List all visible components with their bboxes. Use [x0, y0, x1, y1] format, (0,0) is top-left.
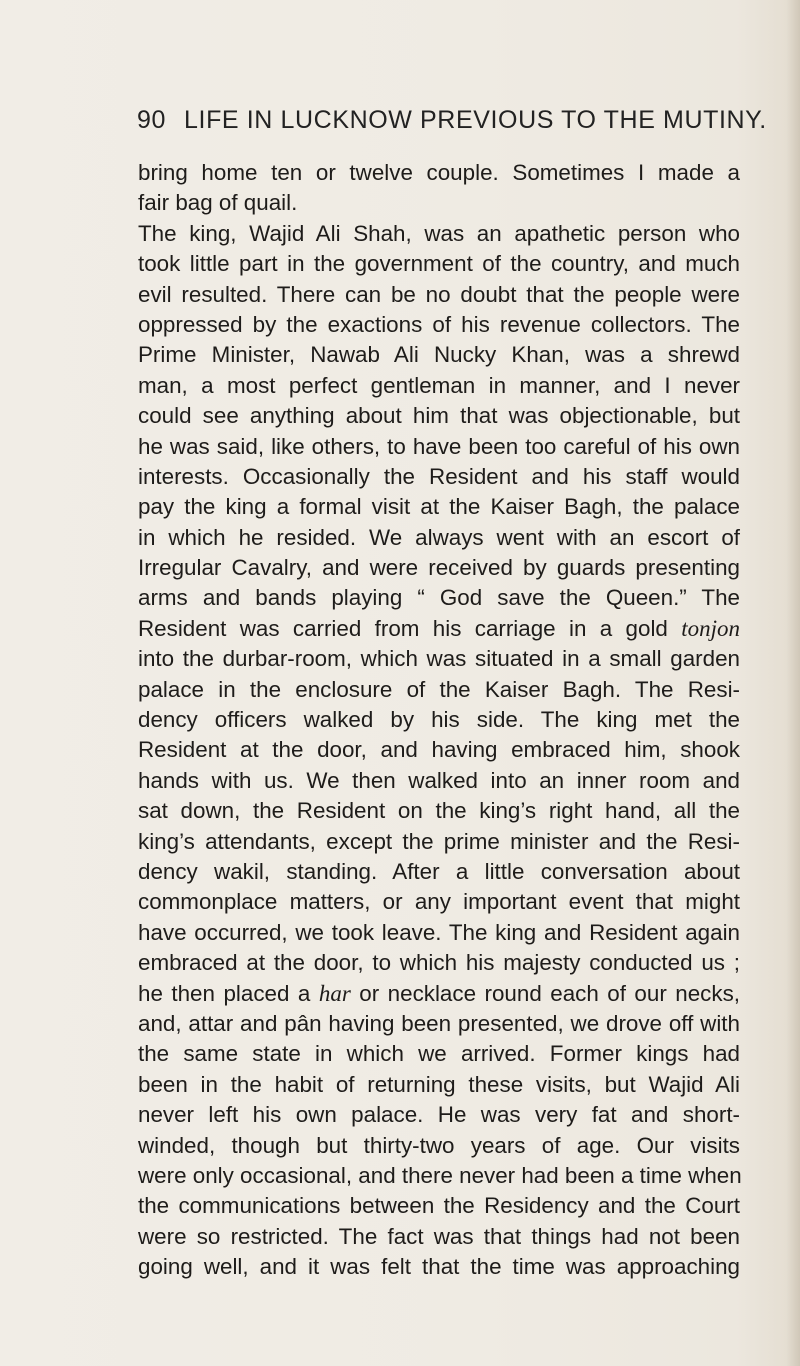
text-run: The king, Wajid Ali Shah, was an apathetic person who: [138, 220, 740, 246]
text-run: he then placed a: [138, 980, 319, 1006]
text-line: [138, 188, 740, 218]
text-run: Prime Minister, Nawab Ali Nucky Khan, was a shrewd: [138, 342, 740, 368]
text-line: [138, 158, 740, 188]
text-line: [138, 644, 740, 674]
text-run: pay the king a formal visit at the Kaiser Bagh, the palace: [138, 494, 740, 520]
text-run: in which he resided. We always went with an escort of: [138, 524, 740, 550]
running-title: LIFE IN LUCKNOW PREVIOUS TO THE MUTINY.: [184, 106, 767, 134]
text-line: [138, 1161, 740, 1191]
text-run: king’s attendants, except the prime minister and the Resi-: [138, 828, 740, 854]
text-run: Resident at the door, and having embraced him, shook: [138, 737, 740, 763]
text-run: Irregular Cavalry, and were received by guards presenting: [138, 555, 740, 581]
text-run: bring home ten or twelve couple. Sometimes I made a: [138, 160, 740, 185]
text-line: [138, 401, 740, 431]
text-run: dency wakil, standing. After a little conversation about: [138, 858, 740, 884]
text-line: [138, 553, 740, 583]
text-run: commonplace matters, or any important event that might: [138, 889, 740, 915]
text-line: [138, 1039, 740, 1069]
text-line: [138, 796, 740, 826]
text-line: [138, 675, 740, 705]
text-run: winded, though but thirty-two years of age. Our visits: [138, 1132, 740, 1158]
text-line: [138, 432, 740, 462]
text-line: [138, 523, 740, 553]
text-run: been in the habit of returning these visits, but Wajid Ali: [138, 1071, 740, 1097]
text-line: [138, 766, 740, 796]
text-line: [138, 462, 740, 492]
text-line: [138, 280, 740, 310]
text-line: [138, 1100, 740, 1130]
text-line: [138, 1222, 740, 1252]
running-header: [137, 106, 767, 146]
text-run: or necklace round each of our necks,: [350, 980, 740, 1006]
text-line: [138, 614, 740, 644]
text-run: were only occasional, and there never had been a time when: [138, 1162, 742, 1188]
text-run: never left his own palace. He was very fat and short-: [138, 1102, 740, 1128]
text-line: [138, 979, 740, 1009]
text-run: going well, and it was felt that the time was approaching: [138, 1254, 740, 1280]
text-run: oppressed by the exactions of his revenue collectors. The: [138, 311, 740, 337]
text-run: evil resulted. There can be no doubt that the people were: [138, 281, 740, 307]
text-line: [138, 948, 740, 978]
italic-term: tonjon: [681, 615, 740, 641]
text-run: could see anything about him that was objectionable, but: [138, 403, 740, 429]
text-run: arms and bands playing “ God save the Queen.” The: [138, 585, 740, 611]
body-text: [138, 158, 740, 1282]
text-run: interests. Occasionally the Resident and his staff would: [138, 463, 740, 489]
page-edge-shadow: [786, 0, 800, 1366]
text-run: dency officers walked by his side. The king met the: [138, 707, 740, 733]
text-run: hands with us. We then walked into an inner room and: [138, 767, 740, 793]
text-run: and, attar and pân having been presented, we drove off with: [138, 1010, 740, 1036]
text-run: have occurred, we took leave. The king and Resident again: [138, 919, 740, 945]
text-line: [138, 887, 740, 917]
text-line: [138, 1070, 740, 1100]
text-run: man, a most perfect gentleman in manner, and I never: [138, 372, 740, 398]
text-line: [138, 583, 740, 613]
text-run: palace in the enclosure of the Kaiser Bagh. The Resi-: [138, 676, 740, 702]
text-line: [138, 827, 740, 857]
text-run: fair bag of quail.: [138, 190, 298, 216]
page-number: 90: [137, 106, 167, 134]
text-run: were so restricted. The fact was that things had not been: [138, 1223, 740, 1249]
text-line: [138, 310, 740, 340]
text-line: [138, 249, 740, 279]
text-run: into the durbar-room, which was situated in a small garden: [138, 646, 740, 672]
text-line: [138, 219, 740, 249]
text-line: [138, 340, 740, 370]
text-line: [138, 1191, 740, 1221]
text-line: [138, 857, 740, 887]
text-line: [138, 918, 740, 948]
text-line: [138, 1252, 740, 1282]
text-run: the same state in which we arrived. Former kings had: [138, 1041, 740, 1067]
text-line: [138, 492, 740, 522]
text-line: [138, 371, 740, 401]
italic-term: har: [318, 980, 351, 1006]
text-run: he was said, like others, to have been too careful of his own: [138, 433, 740, 459]
text-line: [138, 1009, 740, 1039]
text-run: embraced at the door, to which his majesty conducted us ;: [138, 950, 740, 976]
text-run: the communications between the Residency and the Court: [138, 1193, 740, 1219]
text-line: [138, 705, 740, 735]
text-run: sat down, the Resident on the king’s right hand, all the: [138, 798, 740, 824]
text-line: [138, 1131, 740, 1161]
text-run: Resident was carried from his carriage in a gold: [138, 615, 682, 641]
text-run: took little part in the government of the country, and much: [138, 251, 740, 277]
text-line: [138, 735, 740, 765]
